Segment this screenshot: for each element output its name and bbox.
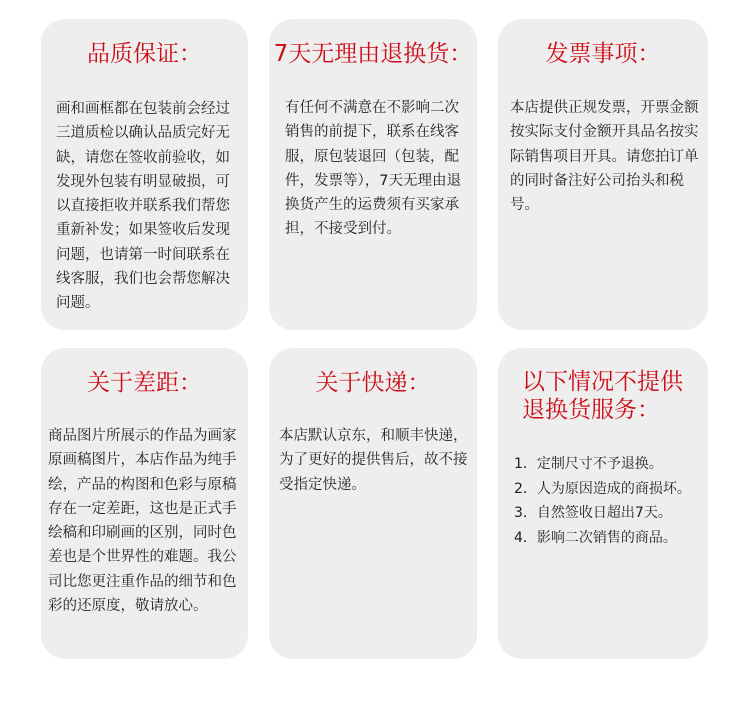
express-delivery-card [269, 348, 477, 659]
card-body: 本店提供正规发票，开票金额按实际支付金额开具品名按实际销售项目开具。请您拍订单的同时备注好公司抬头和税号。 [510, 100, 699, 214]
card-title: 以下情况不提供退换货服务： [522, 369, 683, 423]
conditions-list [514, 452, 704, 550]
card-title: 7天无理由退换货： [273, 41, 473, 67]
card-body: 有任何不满意在不影响二次销售的前提下，联系在线客服，原包装退回（包装，配件，发票等），7天无理由退换货产生的运费须有买家承担，不接受到付。 [285, 100, 461, 238]
seven-day-return-card [269, 19, 477, 330]
card-title: 关于快递： [315, 370, 431, 396]
card-title: 品质保证： [87, 41, 202, 67]
list-item: 4．影响二次销售的商品。 [514, 529, 677, 546]
card-body: 画和画框都在包装前会经过三道质检以确认品质完好无缺，请您在签收前验收，如发现外包装有明显破损，可以直接拒收并联系我们帮您重新补发；如果签收后发现问题，也请第一时间联系在线客服，我们也会帮您解决问题。 [56, 101, 230, 312]
list-item: 1．定制尺寸不予退换。 [514, 456, 663, 472]
card-body: 商品图片所展示的作品为画家原画稿图片，本店作品为纯手绘，产品的构图和色彩与原稿存在一定差距，这也是正式手绘稿和印刷画的区别，同时色差也是个世界性的难题。我公司比您更注重作品的细节和色彩的还原度，敬请放心。 [48, 428, 237, 615]
card-body: 本店默认京东，和顺丰快递，为了更好的提供售后，故不接受指定快递。 [279, 428, 468, 493]
color-difference-card [41, 348, 248, 659]
no-return-conditions-card [498, 348, 708, 659]
card-title: 发票事项： [545, 41, 661, 67]
list-item: 2．人为原因造成的商损坏。 [514, 480, 691, 497]
list-item: 3．自然签收日超出7天。 [514, 505, 672, 521]
card-title: 关于差距： [87, 370, 202, 396]
invoice-card [498, 19, 708, 330]
quality-guarantee-card [41, 19, 248, 330]
